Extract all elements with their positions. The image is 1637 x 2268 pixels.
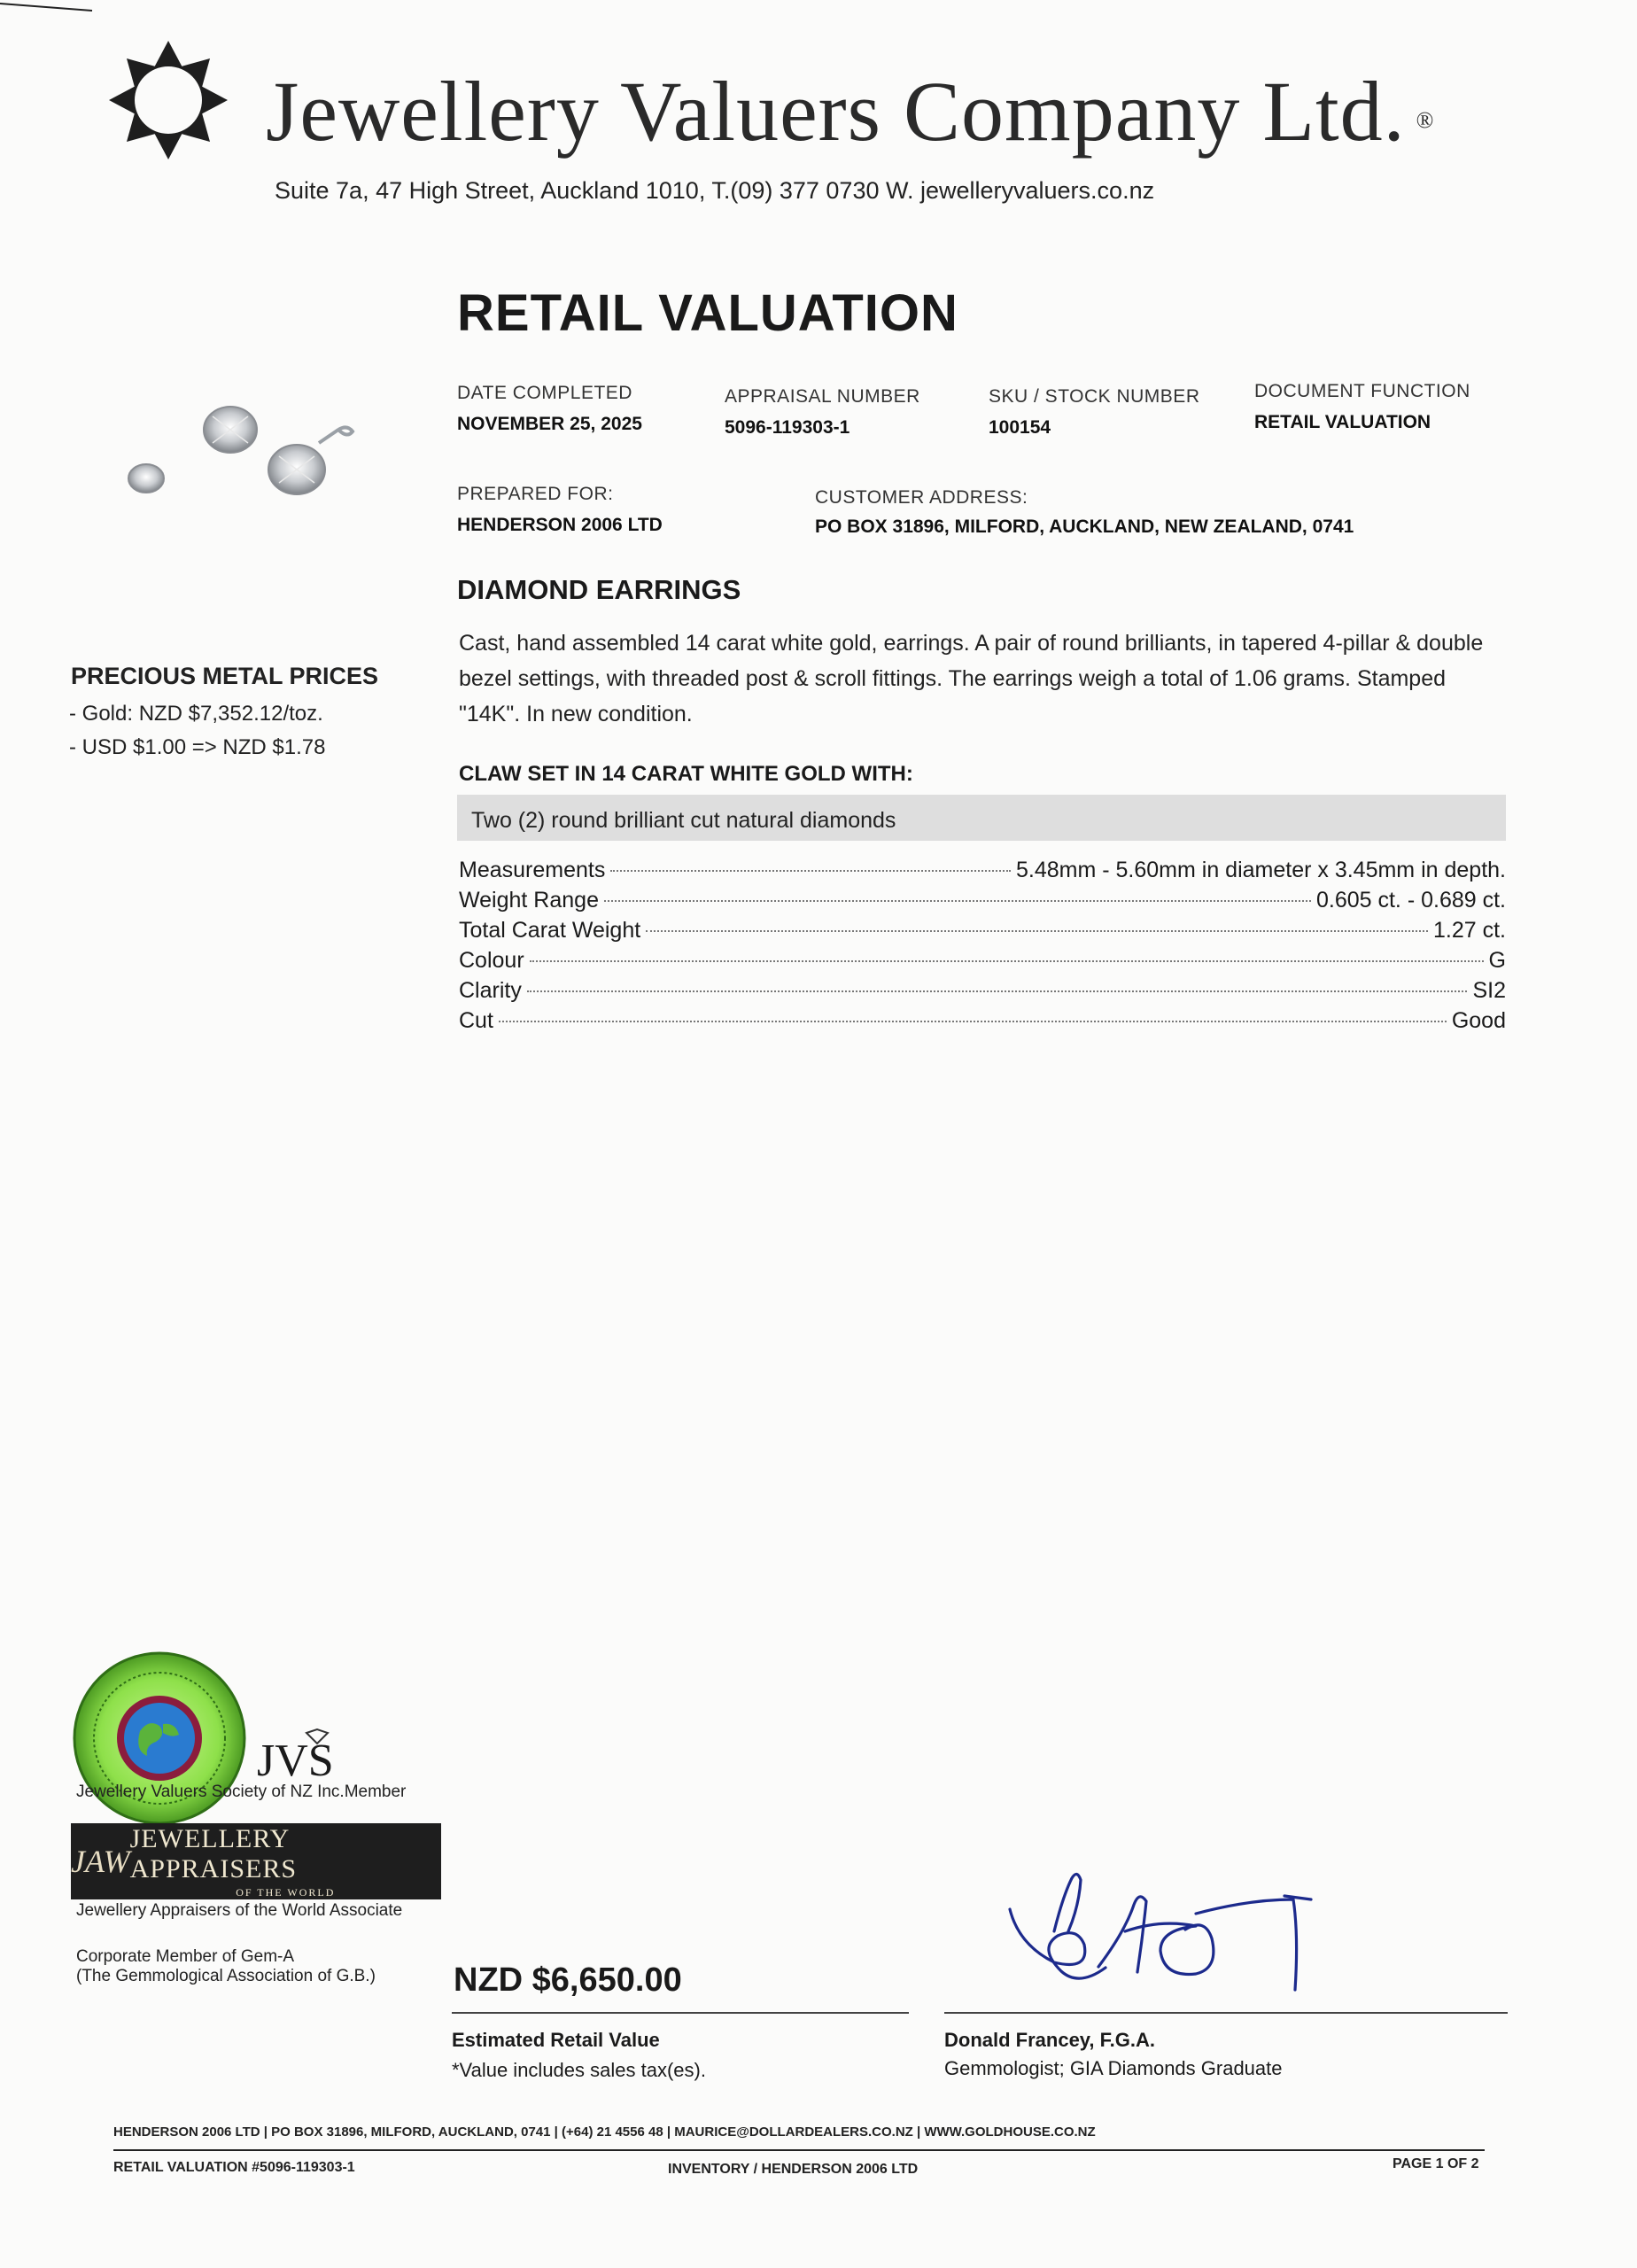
gema-line-1: Corporate Member of Gem-A <box>76 1947 295 1966</box>
document-function-value: RETAIL VALUATION <box>1254 412 1431 432</box>
jaw-name: JEWELLERY APPRAISERS <box>129 1823 298 1884</box>
prepared-for-label: PREPARED FOR: <box>457 484 614 504</box>
sku-label: SKU / STOCK NUMBER <box>989 386 1200 407</box>
valuation-label: Estimated Retail Value <box>452 2029 660 2051</box>
valuation-rule <box>452 2012 909 2014</box>
appraisal-number-value: 5096-119303-1 <box>725 417 850 438</box>
leader-dots <box>530 960 1484 962</box>
jaw-logo <box>71 1823 441 1899</box>
date-completed-value: NOVEMBER 25, 2025 <box>457 414 642 434</box>
spec-label: Colour <box>459 948 524 973</box>
valuation-amount: NZD $6,650.00 <box>454 1961 682 1999</box>
spec-label: Cut <box>459 1008 493 1033</box>
spec-label: Measurements <box>459 858 606 882</box>
leader-dots <box>527 990 1468 992</box>
document-title: RETAIL VALUATION <box>457 284 958 342</box>
scan-corner-line <box>0 0 97 14</box>
document-function-label: DOCUMENT FUNCTION <box>1254 381 1470 401</box>
spec-value: 5.48mm - 5.60mm in diameter x 3.45mm in depth. <box>1015 858 1506 882</box>
spec-value: 1.27 ct. <box>1433 918 1506 943</box>
spec-row-colour <box>459 948 1506 978</box>
spec-value: Good <box>1451 1008 1506 1033</box>
spec-value: SI2 <box>1472 978 1506 1003</box>
spec-row-weight-range <box>459 888 1506 918</box>
page-number: PAGE 1 OF 2 <box>1393 2156 1479 2171</box>
precious-metal-prices-title: PRECIOUS METAL PRICES <box>71 663 379 689</box>
setting-title: CLAW SET IN 14 CARAT WHITE GOLD WITH: <box>459 762 913 786</box>
valuation-note: *Value includes sales tax(es). <box>452 2059 706 2081</box>
item-title: DIAMOND EARRINGS <box>457 574 741 605</box>
stones-band-text: Two (2) round brilliant cut natural diamonds <box>471 808 896 833</box>
spec-label: Clarity <box>459 978 522 1003</box>
company-logo-icon <box>102 34 235 167</box>
jvs-logo <box>250 1728 383 1781</box>
leader-dots <box>610 870 1011 872</box>
leader-dots <box>604 900 1311 902</box>
signature-rule <box>944 2012 1508 2014</box>
spec-value: 0.605 ct. - 0.689 ct. <box>1315 888 1506 913</box>
jaw-sub: OF THE WORLD <box>236 1885 336 1899</box>
signatory-name: Donald Francey, F.G.A. <box>944 2029 1155 2051</box>
footer-inventory: INVENTORY / HENDERSON 2006 LTD <box>668 2162 919 2177</box>
jaw-monogram: JAW <box>71 1844 130 1879</box>
footer-rule <box>113 2149 1485 2151</box>
spec-label: Weight Range <box>459 888 599 913</box>
svg-text:JVS: JVS <box>257 1736 334 1781</box>
usd-rate-line: - USD $1.00 => NZD $1.78 <box>69 735 326 759</box>
leader-dots <box>646 930 1428 932</box>
jvs-caption: Jewellery Valuers Society of NZ Inc.Member <box>76 1783 407 1801</box>
appraisal-number-label: APPRAISAL NUMBER <box>725 386 920 407</box>
prepared-for-value: HENDERSON 2006 LTD <box>457 515 663 535</box>
footer-contact: HENDERSON 2006 LTD | PO BOX 31896, MILFORD, AUCKLAND, 0741 | (+64) 21 4556 48 | MAURICE@DOLLARDEALERS.CO.NZ | WWW.GOLDHOUSE.CO.NZ <box>113 2124 1096 2140</box>
spec-row-total-carat-weight <box>459 918 1506 948</box>
earrings-photo <box>106 381 372 523</box>
sku-value: 100154 <box>989 417 1051 438</box>
leader-dots <box>499 1021 1447 1022</box>
spec-row-measurements <box>459 858 1506 888</box>
footer-reference: RETAIL VALUATION #5096-119303-1 <box>113 2160 355 2175</box>
customer-address-value: PO BOX 31896, MILFORD, AUCKLAND, NEW ZEALAND, 0741 <box>815 517 1354 537</box>
jaw-caption: Jewellery Appraisers of the World Associate <box>76 1901 403 1920</box>
customer-address-label: CUSTOMER ADDRESS: <box>815 487 1028 508</box>
spec-label: Total Carat Weight <box>459 918 641 943</box>
date-completed-label: DATE COMPLETED <box>457 383 632 403</box>
item-description: Cast, hand assembled 14 carat white gold, earrings. A pair of round brilliants, in tapered 4-pillar & double bezel settings, with threaded post & scroll fittings. The earrings weigh a total of 1.06 grams. Stamped "14K". In new condition. <box>459 631 1484 726</box>
company-address: Suite 7a, 47 High Street, Auckland 1010, T.(09) 377 0730 W. jewelleryvaluers.co.nz <box>275 177 1155 204</box>
gold-price-line: - Gold: NZD $7,352.12/toz. <box>69 702 323 726</box>
gema-line-2: (The Gemmological Association of G.B.) <box>76 1967 376 1985</box>
registered-mark: ® <box>1416 106 1435 133</box>
signature-image <box>992 1869 1364 2011</box>
spec-row-clarity <box>459 978 1506 1008</box>
spec-value: G <box>1488 948 1506 973</box>
spec-row-cut <box>459 1008 1506 1038</box>
company-name: Jewellery Valuers Company Ltd. ® <box>266 64 1435 159</box>
signatory-title: Gemmologist; GIA Diamonds Graduate <box>944 2057 1283 2079</box>
